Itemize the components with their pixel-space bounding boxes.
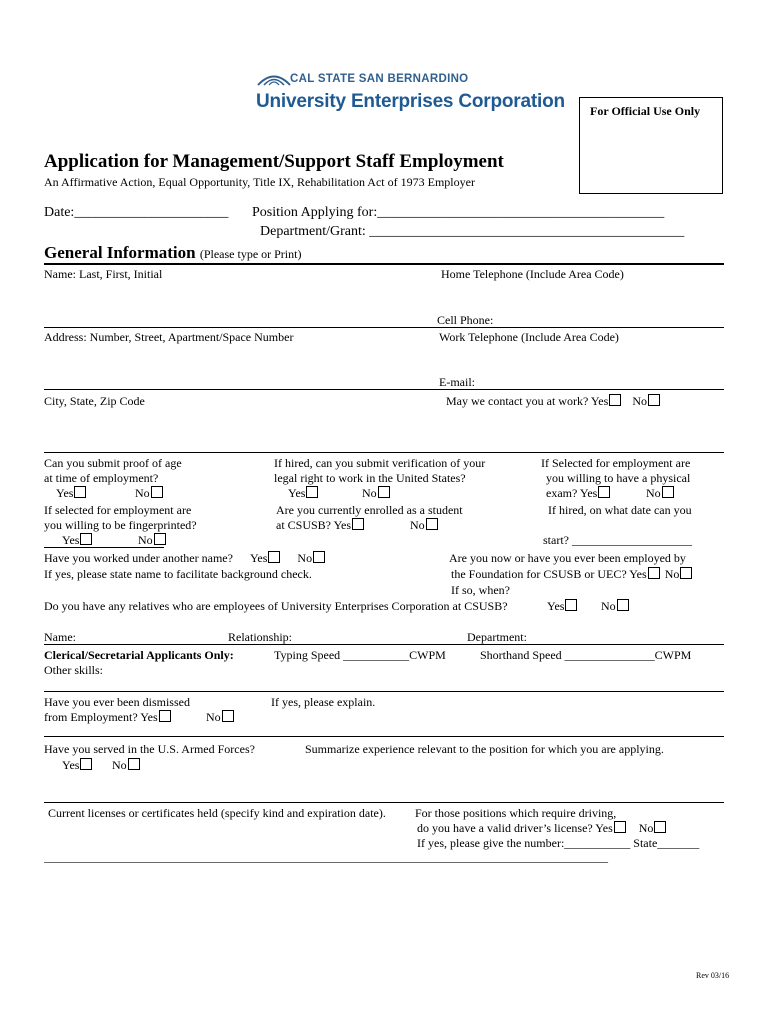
clerical-label: Clerical/Secretarial Applicants Only: [44,648,234,662]
license-number-field[interactable]: If yes, please give the number:___________ State_______ [417,836,700,850]
fingerprint-q2: you willing to be fingerprinted? [44,518,197,532]
other-skills-label: Other skills: [44,663,103,677]
city-field-label: City, State, Zip Code [44,394,145,408]
logo-top-text: CAL STATE SAN BERNARDINO [290,73,469,85]
employed-yes-checkbox[interactable] [648,567,660,579]
contact-at-work-label: May we contact you at work? Yes [446,394,609,408]
physical-q2: you willing to have a physical [546,471,691,485]
employed-q1: Are you now or have you ever been employed by [449,551,686,565]
dismissed-no-checkbox[interactable] [222,710,234,722]
relatives-q: Do you have any relatives who are employees of University Enterprises Corporation at CSUSB? [44,599,508,613]
start-date-q: If hired, on what date can you [548,503,692,517]
other-name-explain: If yes, please state name to facilitate background check. [44,567,312,581]
verify-no-checkbox[interactable] [378,486,390,498]
relative-relationship-label: Relationship: [228,630,292,644]
row-rule [44,736,724,737]
relatives-no: No [601,599,629,614]
physical-no-checkbox[interactable] [662,486,674,498]
general-info-heading [44,243,301,263]
armed-no-checkbox[interactable] [128,758,140,770]
row-rule [44,547,164,548]
enrolled-yes: at CSUSB? Yes [276,518,364,533]
page-subtitle: An Affirmative Action, Equal Opportunity, Title IX, Rehabilitation Act of 1973 Employer [44,175,475,189]
home-phone-label: Home Telephone (Include Area Code) [441,267,624,281]
general-info-note: (Please type or Print) [199,247,302,261]
row-rule [44,452,724,453]
proof-age-yes: Yes [56,486,86,501]
proof-age-no: No [135,486,163,501]
start-date-field[interactable]: start? ____________________ [543,533,692,547]
proof-age-yes-checkbox[interactable] [74,486,86,498]
row-rule [44,691,724,692]
work-phone-label: Work Telephone (Include Area Code) [439,330,619,344]
physical-no: No [646,486,674,501]
contact-no-label: No [632,394,647,408]
fingerprint-yes-checkbox[interactable] [80,533,92,545]
proof-age-q1: Can you submit proof of age [44,456,182,470]
physical-yes-checkbox[interactable] [598,486,610,498]
relatives-no-checkbox[interactable] [617,599,629,611]
driving-yes-checkbox[interactable] [614,821,626,833]
address-field-label: Address: Number, Street, Apartment/Space Number [44,330,294,344]
department-grant-field[interactable]: Department/Grant: _____________________________________________ [260,224,685,239]
relatives-yes-checkbox[interactable] [565,599,577,611]
contact-at-work [446,394,660,409]
enrolled-no-checkbox[interactable] [426,518,438,530]
driving-q1: For those positions which require driving, [415,806,617,820]
enrolled-q1: Are you currently enrolled as a student [276,503,463,517]
row-rule [44,644,724,645]
row-rule [44,327,724,328]
general-info-title: General Information [44,243,196,262]
enrolled-no: No [410,518,438,533]
logo-main-text: University Enterprises Corporation [256,91,565,112]
date-field[interactable]: Date:______________________ [44,205,229,220]
armed-forces-q: Have you served in the U.S. Armed Forces? [44,742,255,756]
verify-q2: legal right to work in the United States? [274,471,466,485]
dismissed-yes: from Employment? Yes [44,710,171,725]
employed-yes: the Foundation for CSUSB or UEC? Yes No [451,567,692,582]
dismissed-yes-checkbox[interactable] [159,710,171,722]
logo-arc-icon [256,70,292,86]
page-title: Application for Management/Support Staff Employment [44,151,504,172]
physical-yes: exam? Yes [546,486,610,501]
verify-no: No [362,486,390,501]
verify-q1: If hired, can you submit verification of your [274,456,486,470]
other-name-q: Have you worked under another name? Yes No [44,551,325,566]
dismissed-q1: Have you ever been dismissed [44,695,190,709]
driving-no-checkbox[interactable] [654,821,666,833]
proof-age-no-checkbox[interactable] [151,486,163,498]
dismissed-explain-label: If yes, please explain. [271,695,376,709]
employed-no-checkbox[interactable] [680,567,692,579]
proof-age-q2: at time of employment? [44,471,159,485]
armed-forces-yes: Yes [62,758,92,773]
fingerprint-no-checkbox[interactable] [154,533,166,545]
verify-yes: Yes [288,486,318,501]
employed-when: If so, when? [451,583,510,597]
fingerprint-q1: If selected for employment are [44,503,192,517]
cell-phone-label: Cell Phone: [437,313,494,327]
other-name-yes-checkbox[interactable] [268,551,280,563]
fingerprint-yes: Yes [62,533,92,548]
bottom-long-line: ______________________________________________________________________________________________ [44,850,608,864]
driving-yes: do you have a valid driver’s license? Yes No [417,821,666,836]
official-use-label: For Official Use Only [590,104,701,118]
verify-yes-checkbox[interactable] [306,486,318,498]
position-field[interactable]: Position Applying for:_________________________________________ [252,205,665,220]
dismissed-no: No [206,710,234,725]
physical-q1: If Selected for employment are [541,456,691,470]
name-field-label: Name: Last, First, Initial [44,267,163,281]
armed-yes-checkbox[interactable] [80,758,92,770]
relatives-yes: Yes [547,599,577,614]
row-rule [44,802,724,803]
heading-rule [44,263,724,265]
relative-name-label: Name: [44,630,76,644]
fingerprint-no: No [138,533,166,548]
shorthand-speed-field[interactable]: Shorthand Speed _______________CWPM [480,648,692,662]
armed-forces-no: No [112,758,140,773]
enrolled-yes-checkbox[interactable] [352,518,364,530]
email-label: E-mail: [439,375,475,389]
contact-no-checkbox[interactable] [648,394,660,406]
contact-yes-checkbox[interactable] [609,394,621,406]
row-rule [44,389,724,390]
typing-speed-field[interactable]: Typing Speed ___________CWPM [274,648,446,662]
licenses-label: Current licenses or certificates held (specify kind and expiration date). [48,806,386,820]
relative-department-label: Department: [467,630,527,644]
summarize-label: Summarize experience relevant to the position for which you are applying. [305,742,664,756]
other-name-no-checkbox[interactable] [313,551,325,563]
revision-label: Rev 03/16 [696,971,730,980]
